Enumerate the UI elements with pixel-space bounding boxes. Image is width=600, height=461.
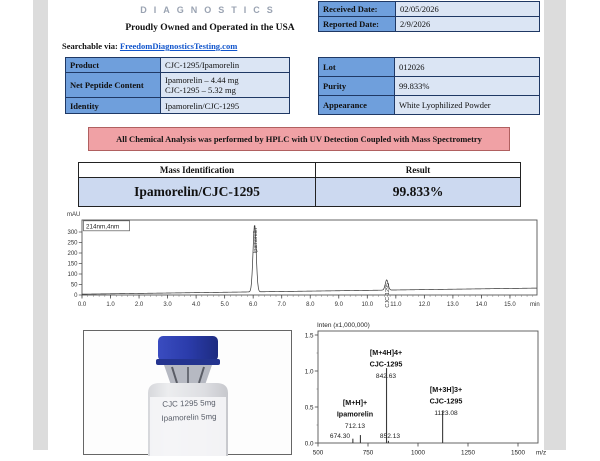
product-vial-photo <box>83 330 292 455</box>
svg-text:[M+H]+: [M+H]+ <box>342 398 368 407</box>
svg-text:CJC-1295: CJC-1295 <box>429 396 463 406</box>
svg-text:3.0: 3.0 <box>163 302 172 308</box>
vial-label-line1: CJC 1295 5mg <box>162 398 216 409</box>
svg-text:mAU: mAU <box>67 212 81 218</box>
reported-date-value: 2/9/2026 <box>396 17 540 32</box>
svg-text:214nm,4nm: 214nm,4nm <box>86 223 120 231</box>
svg-text:7.0: 7.0 <box>277 302 286 308</box>
reported-date-label: Reported Date: <box>319 17 396 32</box>
svg-text:CJC-1295: CJC-1295 <box>369 359 403 369</box>
svg-text:m/z: m/z <box>536 449 547 457</box>
svg-text:500: 500 <box>312 449 324 457</box>
svg-text:10.0: 10.0 <box>361 302 374 308</box>
svg-text:4.0: 4.0 <box>191 302 201 308</box>
mass-spectrum <box>300 320 547 457</box>
viewer-gutter-right <box>544 0 566 450</box>
result-header: Result <box>316 163 521 178</box>
table-row <box>319 77 540 96</box>
table-row <box>319 2 540 17</box>
lot-label: Lot <box>319 58 395 77</box>
svg-text:13.0: 13.0 <box>447 302 459 308</box>
svg-text:Ipamorelin: Ipamorelin <box>336 409 374 419</box>
svg-text:50: 50 <box>70 282 78 289</box>
appearance-label: Appearance <box>319 96 395 115</box>
analysis-method-banner: All Chemical Analysis was performed by HPLC with UV Detection Coupled with Mass Spectrometry <box>88 127 510 151</box>
table-row <box>319 58 540 77</box>
brand-wordmark: DIAGNOSTICS <box>140 5 280 15</box>
svg-text:1.5: 1.5 <box>304 332 314 340</box>
table-row <box>79 178 521 207</box>
svg-text:9.0: 9.0 <box>334 302 343 308</box>
tagline: Proudly Owned and Operated in the USA <box>125 23 295 33</box>
svg-text:842.63: 842.63 <box>375 373 397 380</box>
net-peptide-label: Net Peptide Content <box>66 73 161 98</box>
svg-text:CJC-1295: CJC-1295 <box>385 282 392 308</box>
product-value: CJC-1295/Ipamorelin <box>161 58 290 73</box>
hplc-chromatogram <box>62 208 540 316</box>
identity-value: Ipamorelin/CJC-1295 <box>161 98 290 114</box>
table-row <box>66 98 290 114</box>
svg-text:6.0: 6.0 <box>249 302 258 308</box>
vial-label-line2: Ipamorelin 5mg <box>161 412 217 423</box>
table-row <box>66 73 290 98</box>
lot-table <box>318 57 540 115</box>
svg-text:1123.08: 1123.08 <box>434 410 458 417</box>
svg-text:8.0: 8.0 <box>306 302 315 308</box>
svg-text:150: 150 <box>67 261 78 268</box>
svg-text:1500: 1500 <box>510 449 526 457</box>
searchable-line <box>62 41 237 51</box>
svg-text:250: 250 <box>67 240 78 247</box>
mass-identification-table <box>78 162 521 207</box>
net-peptide-line2: CJC-1295 – 5.32 mg <box>165 85 236 95</box>
lot-value: 012026 <box>395 58 540 77</box>
mass-id-header: Mass Identification <box>79 163 316 178</box>
svg-text:1.0: 1.0 <box>304 368 314 376</box>
vial-illustration <box>84 331 293 456</box>
svg-text:1000: 1000 <box>410 449 426 457</box>
svg-text:2.0: 2.0 <box>134 302 144 308</box>
svg-text:750: 750 <box>362 449 374 457</box>
svg-text:Inten (x1,000,000): Inten (x1,000,000) <box>317 322 370 329</box>
document-page <box>48 0 547 457</box>
svg-text:0.5: 0.5 <box>304 404 314 412</box>
svg-text:100: 100 <box>67 272 78 279</box>
svg-text:300: 300 <box>67 230 78 237</box>
purity-value: 99.833% <box>395 77 540 96</box>
received-date-value: 02/05/2026 <box>396 2 540 17</box>
result-value: 99.833% <box>316 178 521 207</box>
received-date-label: Received Date: <box>319 2 396 17</box>
svg-text:[M+3H]3+: [M+3H]3+ <box>429 385 463 394</box>
svg-text:12.0: 12.0 <box>418 302 431 308</box>
searchable-label: Searchable via: <box>62 41 118 51</box>
svg-text:0.0: 0.0 <box>77 302 87 308</box>
identity-label: Identity <box>66 98 161 114</box>
svg-text:852.13: 852.13 <box>379 433 401 440</box>
svg-text:712.13: 712.13 <box>344 423 366 430</box>
table-row <box>66 58 290 73</box>
table-header-row <box>79 163 521 178</box>
svg-text:674.30: 674.30 <box>329 433 351 440</box>
svg-text:15.0: 15.0 <box>504 302 516 308</box>
table-row <box>319 96 540 115</box>
svg-text:1.0: 1.0 <box>106 302 115 308</box>
svg-text:14.0: 14.0 <box>475 302 488 308</box>
product-table <box>65 57 290 114</box>
svg-text:0.0: 0.0 <box>304 440 314 448</box>
appearance-value: White Lyophilized Powder <box>395 96 540 115</box>
svg-text:5.0: 5.0 <box>220 302 229 308</box>
svg-text:min: min <box>530 302 540 308</box>
svg-text:200: 200 <box>67 251 78 258</box>
viewer-gutter-left <box>33 0 48 450</box>
svg-text:1250: 1250 <box>460 449 476 457</box>
svg-text:11.0: 11.0 <box>390 302 402 308</box>
purity-label: Purity <box>319 77 395 96</box>
net-peptide-value <box>161 73 290 98</box>
svg-text:[M+4H]4+: [M+4H]4+ <box>369 348 403 357</box>
svg-text:Ipamorelin: Ipamorelin <box>253 227 260 254</box>
svg-text:0: 0 <box>74 293 78 300</box>
net-peptide-line1: Ipamorelin – 4.44 mg <box>165 75 239 85</box>
product-label: Product <box>66 58 161 73</box>
mass-id-value: Ipamorelin/CJC-1295 <box>79 178 316 207</box>
searchable-link[interactable]: FreedomDiagnosticsTesting.com <box>119 41 238 51</box>
